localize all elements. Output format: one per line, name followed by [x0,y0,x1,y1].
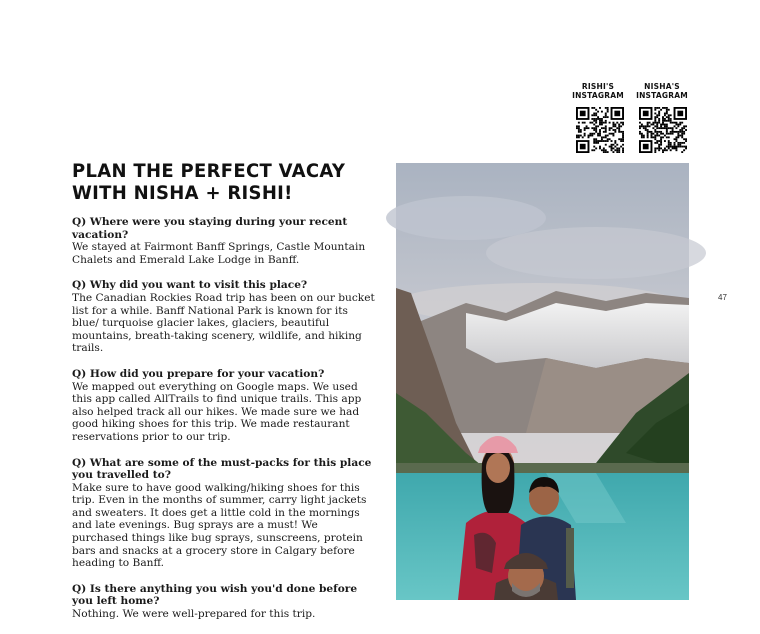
qa-item [72,368,377,444]
qa-item [72,583,377,621]
qa-item [72,216,377,266]
page-number: 47 [718,293,727,302]
answer: Make sure to have good walking/hiking shoes for this trip. Even in the months of summer, carry light jackets and sweaters. It does get a little cold in the mornings and late evenings. Bug sprays are a must! We purchased things like bug sprays, sunscreens, protein bars and snacks at a grocery store in Calgary before heading to Banff. [72,481,367,570]
title-line-2: WITH NISHA + RISHI! [72,182,293,205]
answer: Nothing. We were well-prepared for this trip. [72,608,316,621]
question: Q) Where were you staying during your recent vacation? [72,216,348,241]
rishi-instagram-qr-code[interactable] [576,107,624,153]
family-lake-photo [396,163,689,600]
question: Q) Is there anything you wish you'd done before you left home? [72,582,358,608]
answer: We mapped out everything on Google maps. We used this app called AllTrails to find unique trails. This app also helped track all our hikes. We made sure we had good hiking shoes for this trip. We made restaurant reservations prior to our trip. [72,380,362,443]
article-title [72,160,372,204]
question: Q) Why did you want to visit this place? [72,279,308,292]
answer: We stayed at Fairmont Banff Springs, Castle Mountain Chalets and Emerald Lake Lodge in Banff. [72,241,366,266]
question: Q) What are some of the must-packs for this place you travelled to? [72,456,372,482]
qa-item [72,457,377,570]
rishi-qr-label: RISHI'S INSTAGRAM [572,82,624,100]
qa-item [72,279,377,355]
answer: The Canadian Rockies Road trip has been on our bucket list for a while. Banff National Park is known for its blue/ turquoise glacier lakes, glaciers, beautiful mountains, breath-taking scenery, wildlife, and hiking trails. [72,291,375,355]
question: Q) How did you prepare for your vacation? [72,367,325,380]
title-line-1: PLAN THE PERFECT VACAY [72,160,346,183]
interview-body [72,216,377,634]
nisha-instagram-qr-code[interactable] [639,107,687,153]
nisha-qr-label: NISHA'S INSTAGRAM [636,82,688,100]
